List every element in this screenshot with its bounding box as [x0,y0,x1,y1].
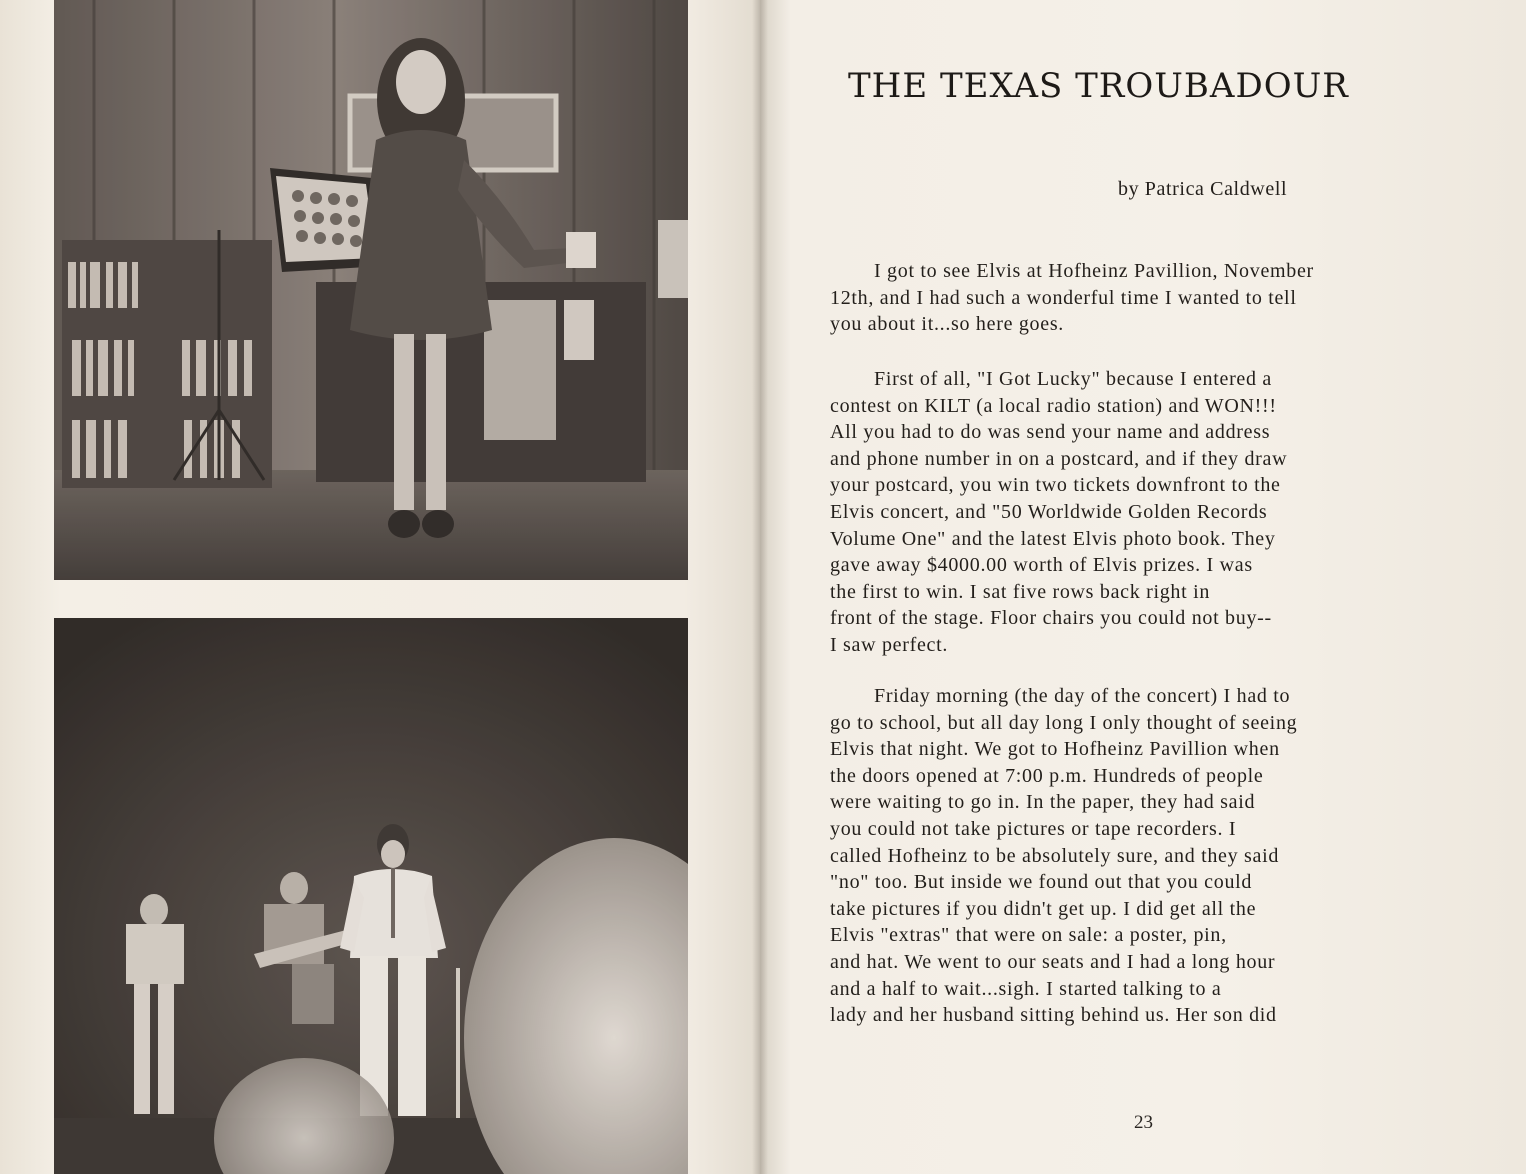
photo-concert-stage [54,618,688,1174]
paragraph-line: I saw perfect. [830,633,949,656]
paragraph-line: lady and her husband sitting behind us. Her son did [830,1004,1277,1027]
paragraph-line: First of all, "I Got Lucky" because I entered a [874,368,1272,390]
paragraph-line: you could not take pictures or tape recorders. I [830,817,1237,840]
paragraph-2 [830,366,1470,659]
photo-girl-with-record-display [54,0,688,580]
article-title: THE TEXAS TROUBADOUR [848,66,1349,106]
paragraph-line: contest on KILT (a local radio station) and WON!!! [830,394,1277,417]
page-number: 23 [1134,1112,1153,1133]
paragraph-line: Elvis that night. We got to Hofheinz Pavillion when [830,738,1280,761]
paragraph-line: "no" too. But inside we found out that you could [830,871,1253,894]
paragraph-line: and phone number in on a postcard, and if they draw [830,447,1288,470]
paragraph-line: and a half to wait...sigh. I started talking to a [830,977,1222,1000]
paragraph-line: the doors opened at 7:00 p.m. Hundreds of people [830,764,1264,787]
paragraph-line: you about it...so here goes. [830,313,1065,336]
book-gutter [752,0,768,1174]
left-page [0,0,760,1174]
paragraph-line: Friday morning (the day of the concert) I had to [874,685,1291,707]
paragraph-line: gave away $4000.00 worth of Elvis prizes. I was [830,554,1253,577]
paragraph-line: were waiting to go in. In the paper, they had said [830,791,1256,814]
paragraph-line: the first to win. I sat five rows back right in [830,580,1211,603]
paragraph-line: take pictures if you didn't get up. I did get all the [830,897,1257,920]
paragraph-line: I got to see Elvis at Hofheinz Pavillion, November [874,260,1314,282]
paragraph-line: All you had to do was send your name and address [830,421,1271,444]
paragraph-line: Volume One" and the latest Elvis photo book. They [830,527,1276,550]
paragraph-line: Elvis concert, and "50 Worldwide Golden Records [830,500,1268,523]
paragraph-line: called Hofheinz to be absolutely sure, and they said [830,844,1280,867]
paragraph-1 [830,258,1470,338]
paragraph-line: go to school, but all day long I only thought of seeing [830,711,1298,734]
paragraph-line: Elvis "extras" that were on sale: a poster, pin, [830,924,1227,947]
paragraph-line: 12th, and I had such a wonderful time I wanted to tell [830,286,1297,309]
paragraph-3 [830,683,1470,1029]
paragraph-line: and hat. We went to our seats and I had a long hour [830,950,1276,973]
paragraph-line: your postcard, you win two tickets downfront to the [830,474,1281,497]
article-byline: by Patrica Caldwell [1118,178,1288,200]
paragraph-line: front of the stage. Floor chairs you could not buy-- [830,607,1272,630]
